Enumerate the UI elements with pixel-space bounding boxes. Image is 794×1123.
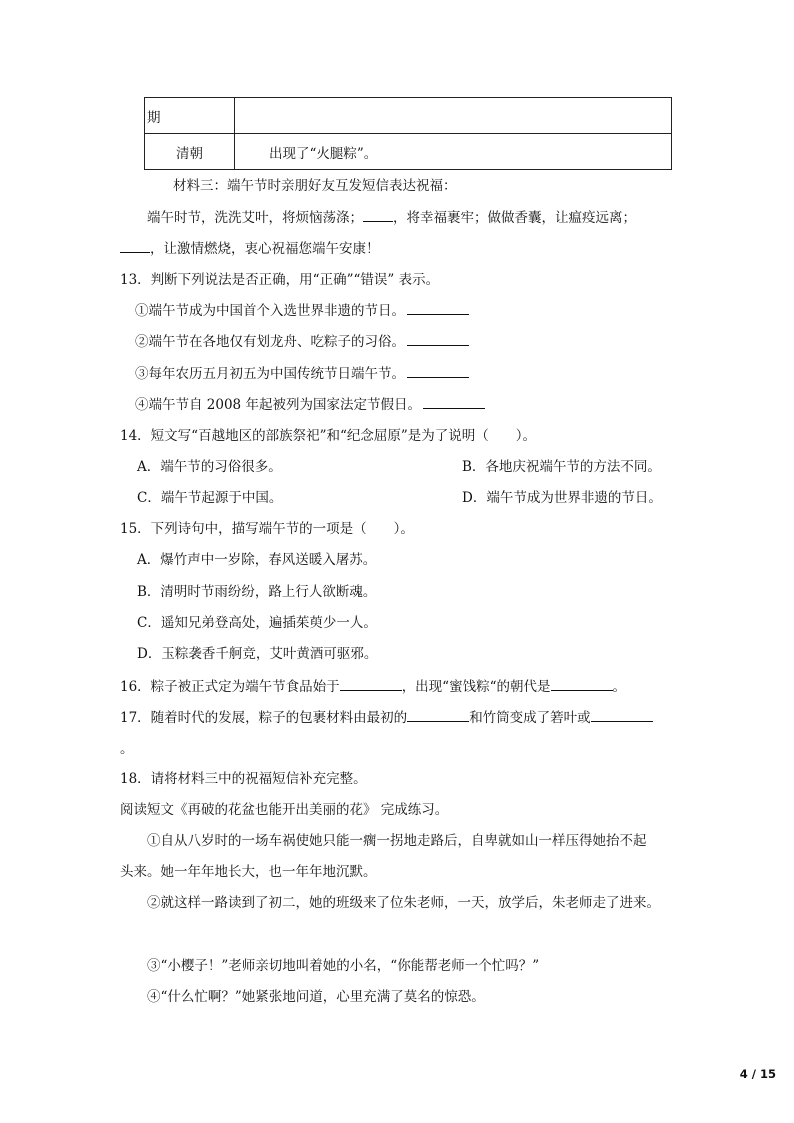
q13-item — [135, 393, 485, 413]
material3-line2-b: ，让激情燃烧，衷心祝福您端午安康！ — [150, 241, 380, 257]
q15-option-a: A．爆竹声中一岁除，春风送暖入屠苏。 — [137, 552, 377, 568]
q14-option-c: C．端午节起源于中国。 — [137, 490, 283, 506]
answer-blank — [407, 301, 469, 316]
answer-blank — [407, 332, 469, 347]
table-row — [145, 98, 672, 134]
q14-option-b: B．各地庆祝端午节的方法不同。 — [462, 459, 661, 475]
q15-option-b: B．清明时节雨纷纷，路上行人欲断魂。 — [137, 584, 377, 600]
q18-stem: 18．请将材料三中的祝福短信补充完整。 — [120, 771, 367, 787]
material3-line2 — [120, 237, 380, 257]
q13-item-text: ③每年农历五月初五为中国传统节日端午节。 — [135, 366, 405, 382]
reading-paragraph-4: ④“什么忙啊？”她紧张地问道，心里充满了莫名的惊恐。 — [147, 989, 485, 1005]
reading-intro: 阅读短文《再破的花盆也能开出美丽的花》 完成练习。 — [120, 802, 449, 818]
q13-item-text: ②端午节在各地仅有划龙舟、吃粽子的习俗。 — [135, 334, 405, 350]
q13-stem: 13．判断下列说法是否正确，用“正确”“错误” 表示。 — [120, 272, 440, 288]
q15-option-c: C．遥知兄弟登高处，遍插茱萸少一人。 — [137, 615, 377, 631]
table-row — [145, 134, 672, 170]
material3-line1-b: ，将幸福裹牢；做做香囊，让瘟疫远离； — [393, 210, 636, 226]
q16-text: ，出现“蜜饯粽“的朝代是 — [401, 679, 551, 695]
material3-heading: 材料三：端午节时亲朋好友互发短信表达祝福： — [173, 178, 457, 194]
table-cell-content: 出现了“火腿粽”。 — [235, 134, 672, 170]
q14-option-a: A．端午节的习俗很多。 — [137, 459, 282, 475]
table-cell-content — [235, 98, 672, 134]
answer-blank — [591, 708, 653, 723]
table-cell-period: 期 — [145, 98, 235, 134]
answer-blank — [423, 395, 485, 410]
reading-paragraph-3: ③“小樱子！”老师亲切地叫着她的小名，“你能帮老师一个忙吗？” — [147, 958, 540, 974]
reading-paragraph-2: ②就这样一路读到了初二，她的班级来了位朱老师，一天，放学后，朱老师走了进来。 — [147, 895, 660, 911]
q16 — [120, 675, 626, 695]
reading-paragraph-1: ①自从八岁时的一场车祸使她只能一瘸一拐地走路后，自卑就如山一样压得她抬不起 — [147, 833, 647, 849]
q13-item — [135, 299, 469, 319]
q14-option-d: D．端午节成为世界非遗的节日。 — [462, 490, 662, 506]
answer-blank — [407, 708, 469, 723]
table-cell-period: 清朝 — [145, 134, 235, 170]
answer-blank — [551, 677, 613, 692]
fill-blank — [363, 208, 393, 223]
q13-item-text: ①端午节成为中国首个入选世界非遗的节日。 — [135, 303, 405, 319]
reading-paragraph-1-cont: 头来。她一年年地长大，也一年年地沉默。 — [120, 864, 377, 880]
fill-blank — [120, 239, 150, 254]
q17-tail: 。 — [120, 741, 134, 757]
material3-line1-a: 端午时节，洗洗艾叶，将烦恼荡涤； — [147, 210, 363, 226]
q17-text: 和竹筒变成了箬叶或 — [469, 710, 591, 726]
material3-line1 — [147, 206, 636, 226]
q17 — [120, 706, 653, 726]
q14-stem: 14．短文写“百越地区的部族祭祀”和“纪念屈原”是为了说明（ ）。 — [120, 428, 537, 444]
q13-item — [135, 362, 469, 382]
period-table — [144, 97, 672, 170]
q13-item — [135, 330, 469, 350]
q17-text: 17．随着时代的发展，粽子的包裹材料由最初的 — [120, 710, 408, 726]
answer-blank — [340, 677, 402, 692]
q15-option-d: D．玉粽袭香千舸竞，艾叶黄酒可驱邪。 — [137, 646, 378, 662]
q13-item-text: ④端午节自 2008 年起被列为国家法定节假日。 — [135, 397, 421, 413]
q16-text: 16．粽子被正式定为端午节食品始于 — [120, 679, 340, 695]
page-number: 4 / 15 — [739, 1067, 776, 1081]
answer-blank — [407, 364, 469, 379]
q16-text: 。 — [612, 679, 626, 695]
q15-stem: 15．下列诗句中，描写端午节的一项是（ ）。 — [120, 521, 414, 537]
